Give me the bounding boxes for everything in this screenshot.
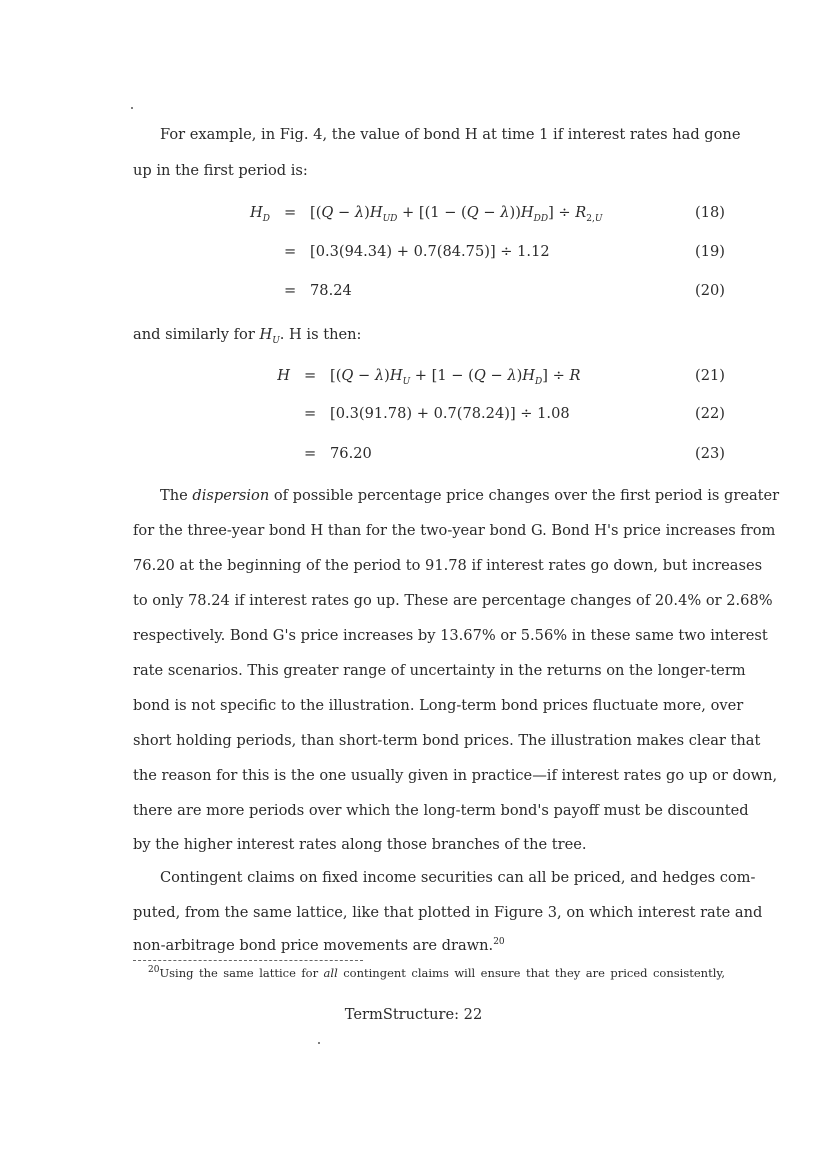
equals-sign: = bbox=[284, 204, 297, 221]
footnote-rule bbox=[133, 960, 363, 961]
text-line: to only 78.24 if interest rates go up. These are percentage changes of 20.4% or 2.68% bbox=[133, 592, 773, 609]
text-line: short holding periods, than short-term bond prices. The illustration makes clear that bbox=[133, 732, 761, 749]
text-line: non-arbitrage bond price movements are drawn.$^{20}$ bbox=[133, 937, 505, 954]
equation-rhs: 76.20 bbox=[330, 445, 372, 462]
footnote-number: 20 bbox=[148, 965, 160, 975]
equals-sign: = bbox=[304, 445, 317, 462]
equation-rhs: [$(Q - \lambda)H_{UD} + [(1 - (Q - \lambda))H_{DD}] \div R_{2,U}$ bbox=[310, 204, 603, 224]
text-line: respectively. Bond G's price increases by 13.67% or 5.56% in these same two interest bbox=[133, 627, 768, 644]
equation-rhs: [0.3(91.78) + 0.7(78.24)] ÷ 1.08 bbox=[330, 405, 570, 422]
text-line: 76.20 at the beginning of the period to 91.78 if interest rates go down, but increases bbox=[133, 557, 763, 574]
equation-lhs: $H_D$ bbox=[250, 204, 270, 224]
equation-rhs: [0.3(94.34) + 0.7(84.75)] ÷ 1.12 bbox=[310, 243, 550, 260]
text-line: rate scenarios. This greater range of uncertainty in the returns on the longer-term bbox=[133, 662, 746, 679]
equation-number: (23) bbox=[695, 445, 725, 462]
text-line: Contingent claims on fixed income securities can all be priced, and hedges com- bbox=[160, 869, 756, 886]
equation-number: (20) bbox=[695, 282, 725, 299]
equation-number: (22) bbox=[695, 405, 725, 422]
equation-number: (18) bbox=[695, 204, 725, 221]
text-line: the reason for this is the one usually given in practice—if interest rates go up or down, bbox=[133, 767, 778, 784]
text-line: The dispersion of possible percentage price changes over the first period is greater bbox=[160, 487, 780, 504]
equals-sign: = bbox=[284, 243, 297, 260]
scan-speck bbox=[318, 1042, 320, 1044]
text-line: puted, from the same lattice, like that plotted in Figure 3, on which interest rate and bbox=[133, 904, 763, 921]
equals-sign: = bbox=[304, 405, 317, 422]
equation-number: (21) bbox=[695, 367, 725, 384]
text-line: and similarly for $H_U$. H is then: bbox=[133, 326, 362, 346]
equation-rhs: [$(Q - \lambda)H_U + [1 - (Q - \lambda)H_D] \div R$ bbox=[330, 367, 581, 387]
text-line: by the higher interest rates along those branches of the tree. bbox=[133, 836, 587, 853]
footnote: $^{20}$Using the same lattice for all contingent claims will ensure that they are priced consistently, bbox=[148, 965, 725, 980]
text-line: up in the first period is: bbox=[133, 162, 308, 179]
equals-sign: = bbox=[284, 282, 297, 299]
footnote-marker: 20 bbox=[493, 937, 505, 948]
equation-rhs: 78.24 bbox=[310, 282, 352, 299]
equation-lhs: H bbox=[277, 367, 290, 384]
equation-number: (19) bbox=[695, 243, 725, 260]
equals-sign: = bbox=[304, 367, 317, 384]
text-line: bond is not specific to the illustration. Long-term bond prices fluctuate more, over bbox=[133, 697, 744, 714]
text-line: For example, in Fig. 4, the value of bond H at time 1 if interest rates had gone bbox=[160, 126, 741, 143]
scan-speck bbox=[131, 107, 133, 109]
page-footer: TermStructure: 22 bbox=[344, 1006, 483, 1023]
text-line: for the three-year bond H than for the two-year bond G. Bond H's price increases from bbox=[133, 522, 776, 539]
text-line: there are more periods over which the long-term bond's payoff must be discounted bbox=[133, 802, 749, 819]
